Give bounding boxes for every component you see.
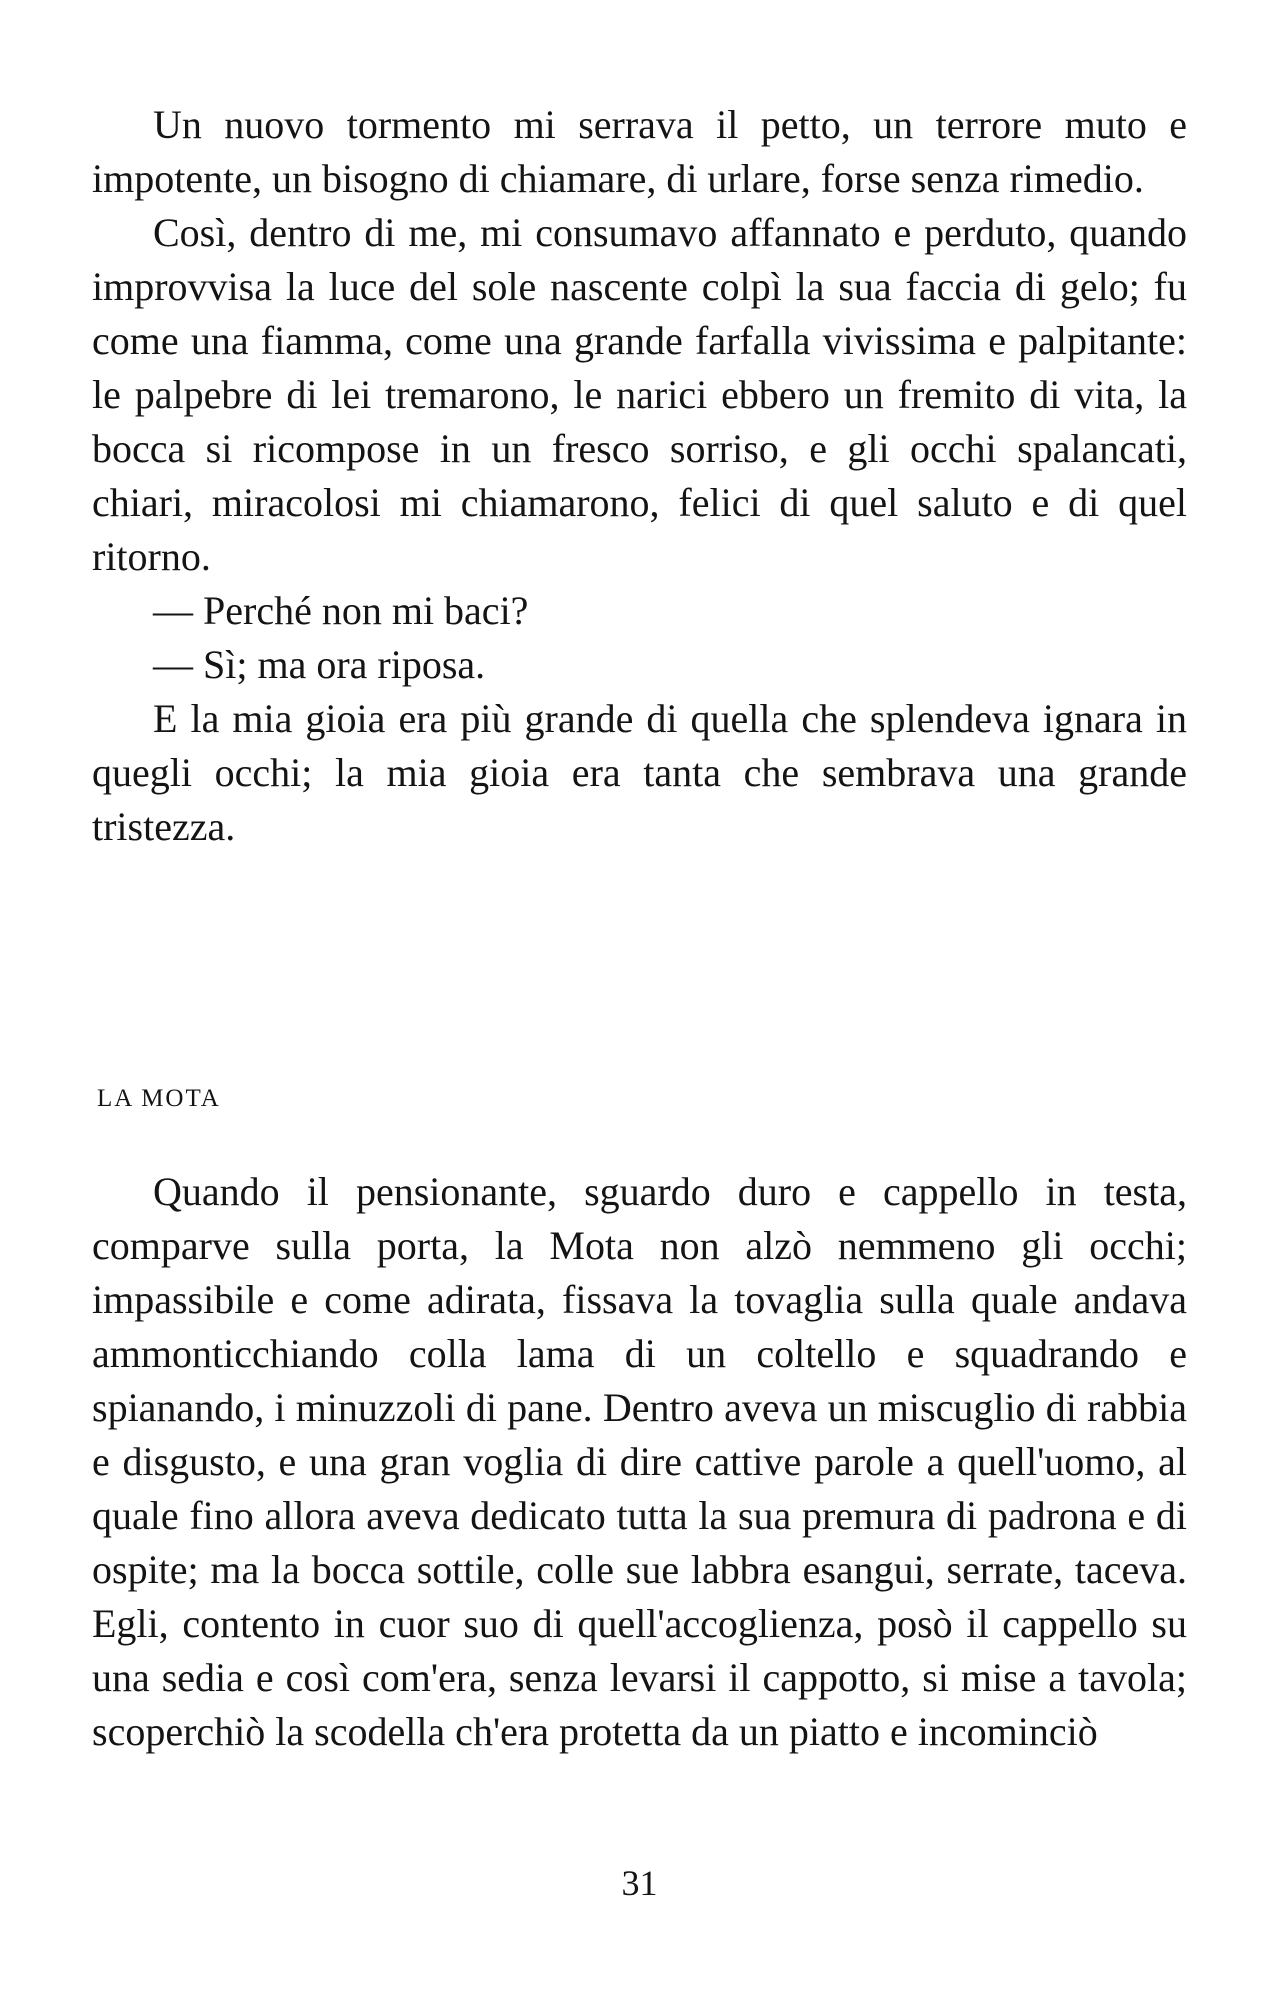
- page-number: 31: [621, 1863, 658, 1903]
- dialogue-line: — Sì; ma ora riposa.: [153, 642, 486, 687]
- text-block-bottom: [92, 1165, 1187, 1759]
- section-title: LA MOTA: [97, 1085, 221, 1112]
- dialogue-line: — Perché non mi baci?: [153, 588, 529, 633]
- paragraph: Così, dentro di me, mi consumavo affannato e perduto, quando improvvisa la luce del sole nascente colpì la sua faccia di gelo; fu come una fiamma, come una grande farfalla vivissima e palpitante: le palpebre di lei tremarono, le narici ebbero un fremito di vita, la bocca si ricompose in un fresco sorriso, e gli occhi spalancati, chiari, miracolosi mi chiamarono, felici di quel saluto e di quel ritorno.: [92, 210, 1187, 579]
- paragraph: Quando il pensionante, sguardo duro e cappello in testa, comparve sulla porta, la Mota non alzò nemmeno gli occhi; impassibile e come adirata, fissava la tovaglia sulla quale andava ammonticchiando colla lama di un coltello e squadrando e spianando, i minuzzoli di pane. Dentro aveva un miscuglio di rabbia e disgusto, e una gran voglia di dire cattive parole a quell'uomo, al quale fino allora aveva dedicato tutta la sua premura di padrona e di ospite; ma la bocca sottile, colle sue labbra esangui, serrate, taceva. Egli, contento in cuor suo di quell'accoglienza, posò il cappello su una sedia e così com'era, senza levarsi il cappotto, si mise a tavola; scoperchiò la scodella ch'era protetta da un piatto e incominciò: [92, 1169, 1187, 1754]
- text-block-top: [92, 98, 1187, 854]
- paragraph: Un nuovo tormento mi serrava il petto, un terrore muto e impotente, un bisogno di chiamare, di urlare, forse senza rimedio.: [92, 102, 1187, 201]
- paragraph: E la mia gioia era più grande di quella che splendeva ignara in quegli occhi; la mia gioia era tanta che sembrava una grande tristezza.: [92, 696, 1187, 849]
